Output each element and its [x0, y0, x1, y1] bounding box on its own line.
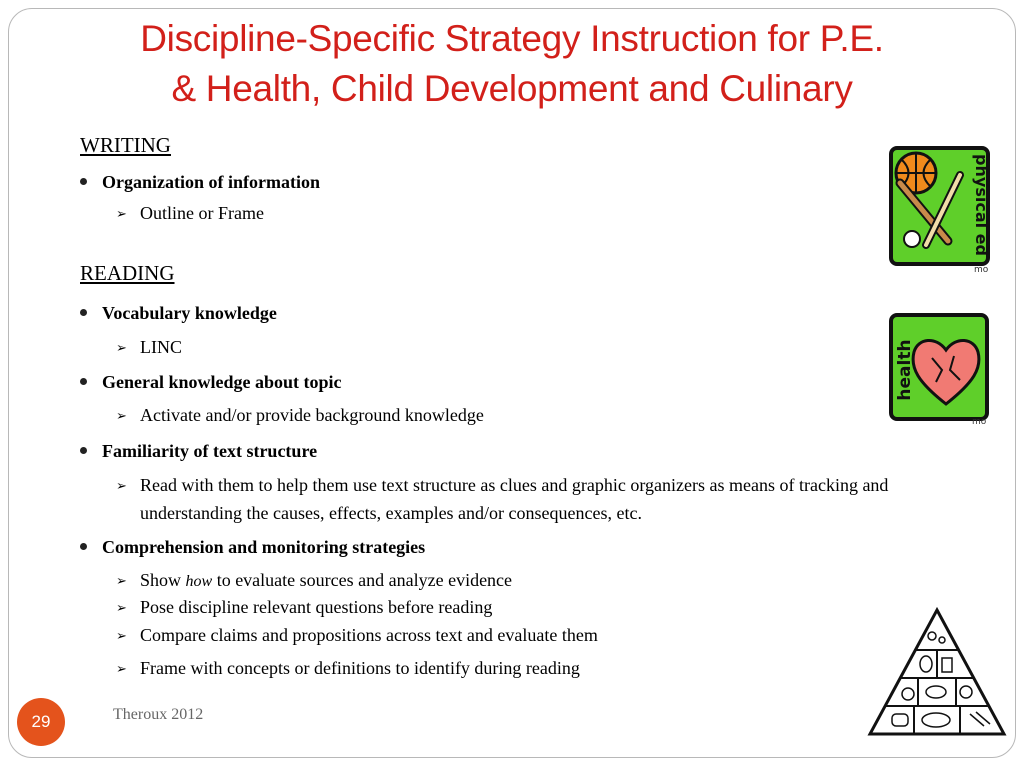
reading-bullet-2	[80, 372, 342, 393]
sub-text: Compare claims and propositions across text and evaluate them	[140, 625, 598, 645]
bullet-text: Vocabulary knowledge	[102, 303, 277, 323]
arrow-bullet-icon: ➢	[116, 628, 127, 643]
bullet-text: Comprehension and monitoring strategies	[102, 537, 426, 557]
physical-ed-clipart	[888, 145, 992, 275]
arrow-bullet-icon: ➢	[116, 340, 127, 355]
footer-author: Theroux 2012	[113, 706, 204, 723]
arrow-bullet-icon: ➢	[116, 661, 127, 676]
reading-sub-4-compare	[116, 621, 598, 650]
bullet-dot	[80, 378, 87, 385]
reading-sub-4-pose	[116, 593, 492, 622]
writing-sub	[116, 199, 264, 228]
reading-sub-2	[116, 401, 484, 430]
bullet-text: Organization of information	[102, 172, 320, 192]
health-clipart	[888, 312, 992, 426]
signature-mark: mo	[972, 417, 987, 426]
health-label: health	[895, 339, 915, 401]
reading-heading: READING	[80, 261, 175, 285]
reading-bullet-3	[80, 441, 317, 462]
sub-text: Outline or Frame	[140, 203, 264, 223]
page-number-badge: 29	[17, 698, 65, 746]
bullet-dot	[80, 178, 87, 185]
writing-bullet	[80, 172, 320, 193]
arrow-bullet-icon: ➢	[116, 408, 127, 423]
reading-sub-4-frame	[116, 654, 580, 683]
title-line-1: Discipline-Specific Strategy Instruction for P.E.	[140, 18, 884, 59]
show-prefix: Show	[140, 570, 182, 590]
bullet-dot	[80, 543, 87, 550]
reading-bullet-1	[80, 303, 277, 324]
sub-text: Activate and/or provide background knowledge	[140, 405, 484, 425]
sub-text: Frame with concepts or definitions to identify during reading	[140, 658, 580, 678]
arrow-bullet-icon: ➢	[116, 573, 127, 588]
sub-text: LINC	[140, 337, 182, 357]
physical-ed-label: physical ed	[972, 154, 991, 256]
sub-text: Read with them to help them use text structure as clues and graphic organizers as means of tracking and understanding the causes, effects, examples and/or consequences, etc.	[140, 475, 889, 523]
arrow-bullet-icon: ➢	[116, 206, 127, 221]
writing-heading: WRITING	[80, 133, 171, 157]
sub-text: Pose discipline relevant questions before reading	[140, 597, 493, 617]
reading-sub-3	[116, 471, 966, 527]
signature-mark: mo	[974, 265, 989, 275]
arrow-bullet-icon: ➢	[116, 600, 127, 615]
bullet-text: Familiarity of text structure	[102, 441, 318, 461]
arrow-bullet-icon: ➢	[116, 478, 127, 493]
slide-title	[0, 14, 1024, 114]
bullet-dot	[80, 447, 87, 454]
food-pyramid-clipart	[866, 606, 1008, 738]
reading-sub-4-show	[116, 566, 512, 596]
bullet-text: General knowledge about topic	[102, 372, 342, 392]
show-suffix: to evaluate sources and analyze evidence	[216, 570, 513, 590]
show-emphasis: how	[185, 573, 213, 590]
reading-bullet-4	[80, 537, 425, 558]
bullet-dot	[80, 309, 87, 316]
title-line-2: & Health, Child Development and Culinary	[171, 68, 853, 109]
reading-sub-1	[116, 333, 182, 362]
